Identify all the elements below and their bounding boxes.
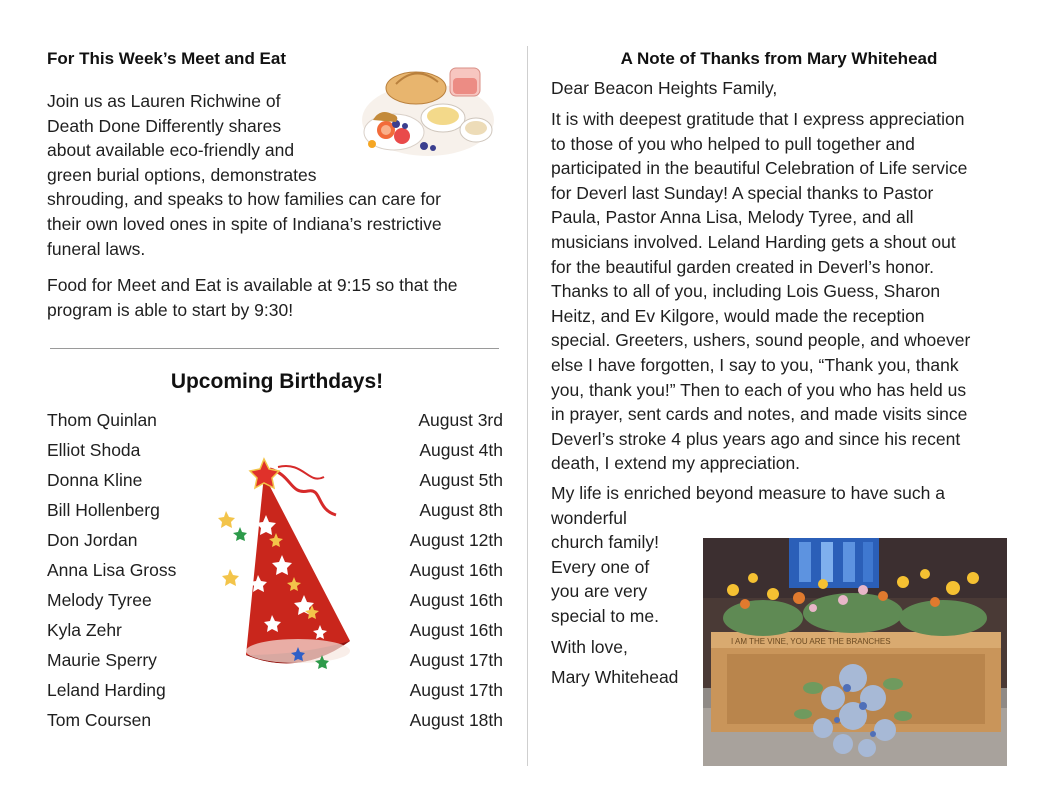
birthday-date: August 12th [409, 530, 503, 550]
thanks-line: participated in the beautiful Celebration of Life service [551, 158, 968, 179]
meet-eat-food-note [47, 273, 507, 322]
food-note-line: program is able to start by 9:30! [47, 299, 294, 320]
birthday-date: August 8th [419, 500, 503, 520]
thanks-line: else I have forgotten, I say to you, “Thank you, thank [551, 354, 959, 375]
thanks-signoff: With love, [551, 637, 628, 657]
birthday-name: Donna Kline [47, 470, 143, 490]
thanks-line: in prayer, sent cards and notes, and made visits since [551, 404, 968, 425]
meet-eat-description [47, 89, 507, 261]
birthday-name: Melody Tyree [47, 590, 152, 610]
birthday-date: August 16th [409, 590, 503, 610]
birthday-date: August 5th [419, 470, 503, 490]
meet-eat-line: Join us as Lauren Richwine of [47, 91, 281, 111]
birthday-date: August 16th [409, 560, 503, 580]
birthday-row [47, 710, 503, 740]
thanks-line: Thanks to all of you, including Lois Guess, Sharon [551, 281, 941, 302]
birthday-name: Don Jordan [47, 530, 138, 550]
meet-eat-line: about available eco-friendly and [47, 140, 295, 161]
thanks-line: you, thank you!” Then to each of you who has held us [551, 379, 967, 400]
closing-line: you are very [551, 581, 648, 602]
birthday-row [47, 410, 503, 440]
thanks-greeting: Dear Beacon Heights Family, [551, 78, 778, 98]
closing-line: wonderful [551, 507, 627, 528]
meet-eat-line: green burial options, demonstrates [47, 164, 317, 185]
meet-eat-line: their own loved ones in spite of Indiana’s restrictive [47, 213, 442, 234]
thanks-line: Deverl’s stroke 4 plus years ago and since his recent [551, 428, 961, 449]
closing-line: special to me. [551, 605, 659, 626]
thanks-line: special. Greeters, ushers, sound people, and whoever [551, 330, 971, 351]
altar-flowers-photo [703, 538, 1007, 766]
birthday-date: August 3rd [418, 410, 503, 430]
thanks-line: It is with deepest gratitude that I express appreciation [551, 109, 965, 129]
birthday-name: Maurie Sperry [47, 650, 157, 670]
birthday-date: August 17th [409, 680, 503, 700]
meet-eat-title: For This Week’s Meet and Eat [47, 49, 287, 68]
thanks-body [551, 107, 1021, 476]
thanks-line: Heitz, and Ev Kilgore, would made the reception [551, 305, 925, 326]
thanks-line: to those of you who helped to pull together and [551, 133, 915, 154]
thanks-line: musicians involved. Leland Harding gets a shout out [551, 231, 956, 252]
thanks-line: for Deverl last Sunday! A special thanks to Pastor [551, 182, 934, 203]
birthday-name: Elliot Shoda [47, 440, 141, 460]
birthday-date: August 4th [419, 440, 503, 460]
birthday-name: Kyla Zehr [47, 620, 122, 640]
thanks-line: death, I extend my appreciation. [551, 453, 801, 474]
closing-line: church family! [551, 532, 659, 553]
thanks-title: A Note of Thanks from Mary Whitehead [620, 49, 938, 68]
birthday-name: Tom Coursen [47, 710, 152, 730]
column-divider [527, 46, 528, 766]
meet-eat-line: Death Done Differently shares [47, 115, 282, 136]
party-hat-illustration [212, 455, 362, 675]
thanks-signature: Mary Whitehead [551, 667, 679, 687]
birthdays-title: Upcoming Birthdays! [170, 370, 384, 393]
birthday-date: August 17th [409, 650, 503, 670]
birthday-row [47, 680, 503, 710]
altar-banner-text: I AM THE VINE, YOU ARE THE BRANCHES [731, 637, 891, 646]
birthday-name: Thom Quinlan [47, 410, 157, 430]
closing-line: My life is enriched beyond measure to have such a [551, 483, 945, 503]
thanks-line: Paula, Pastor Anna Lisa, Melody Tyree, and all [551, 207, 914, 228]
meet-eat-line: shrouding, and speaks to how families can care for [47, 189, 441, 210]
closing-line: Every one of [551, 556, 650, 577]
thanks-line: for the beautiful garden created in Deverl’s honor. [551, 256, 934, 277]
birthday-name: Leland Harding [47, 680, 166, 700]
birthday-name: Bill Hollenberg [47, 500, 160, 520]
section-divider [50, 348, 499, 349]
birthday-name: Anna Lisa Gross [47, 560, 177, 580]
meet-eat-line: funeral laws. [47, 238, 146, 259]
birthday-date: August 18th [409, 710, 503, 730]
birthday-date: August 16th [409, 620, 503, 640]
food-note-line: Food for Meet and Eat is available at 9:15 so that the [47, 275, 458, 295]
